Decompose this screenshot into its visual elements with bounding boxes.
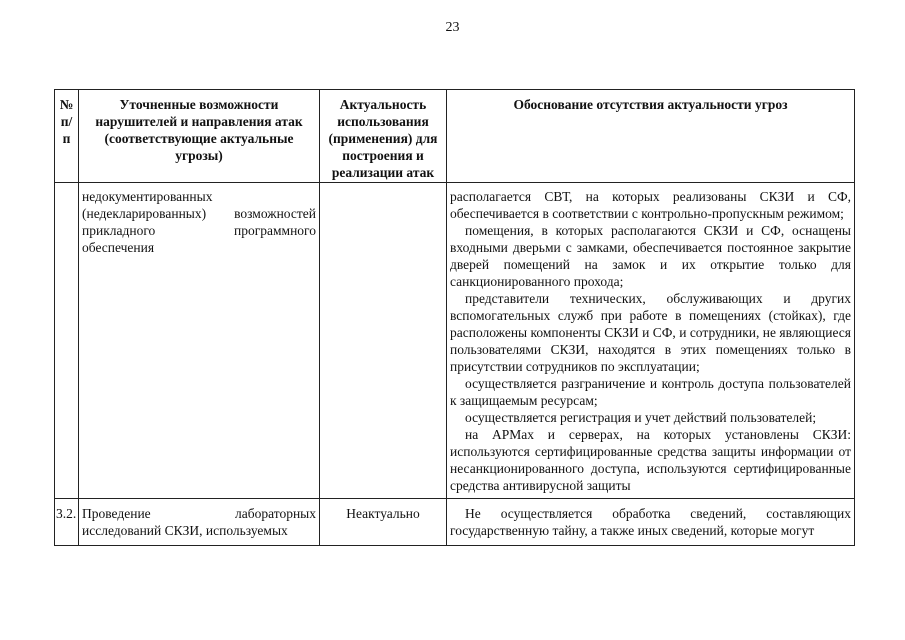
relevance-cell bbox=[320, 183, 447, 499]
justification-paragraph: располагается СВТ, на которых реализованы СКЗИ и СФ, обеспечивается в соответствии с контрольно-пропускным режимом; bbox=[450, 189, 851, 221]
table-row bbox=[55, 499, 855, 546]
capability-cell: Проведение лабораторных исследований СКЗИ, используемых bbox=[79, 499, 320, 546]
table-row bbox=[55, 183, 855, 499]
capability-line: прикладного программного bbox=[82, 223, 316, 238]
threat-table bbox=[54, 89, 855, 546]
capability-line: (недекларированных) возможностей bbox=[82, 206, 316, 221]
header-relevance: Актуальность использования (применения) для построения и реализации атак bbox=[320, 90, 447, 183]
capability-line: недокументированных bbox=[82, 189, 213, 204]
row-number bbox=[55, 183, 79, 499]
page-number: 23 bbox=[445, 20, 460, 35]
capability-line: обеспечения bbox=[82, 240, 155, 255]
header-justification: Обоснование отсутствия актуальности угроз bbox=[447, 90, 855, 183]
row-number: 3.2. bbox=[55, 499, 79, 546]
justification-paragraph: представители технических, обслуживающих и других вспомогательных служб при работе в помещениях (стойках), где расположены компоненты СКЗИ и СФ, и сотрудники, не являющиеся пользователями СКЗИ, находятся в этих помещениях только в присутствии сотрудников по эксплуатации; bbox=[450, 291, 851, 374]
justification-paragraph: помещения, в которых располагаются СКЗИ и СФ, оснащены входными дверьми с замками, обеспечивается постоянное закрытие дверей помещений на замок и их открытие только для санкционированного прохода; bbox=[450, 223, 851, 289]
header-capabilities: Уточненные возможности нарушителей и направления атак (соответствующие актуальные угрозы) bbox=[79, 90, 320, 183]
justification-cell bbox=[447, 183, 855, 499]
capability-cell bbox=[79, 183, 320, 499]
relevance-cell: Неактуально bbox=[320, 499, 447, 546]
header-number: № п/п bbox=[55, 90, 79, 183]
table-header-row bbox=[55, 90, 855, 183]
justification-paragraph: на АРМах и серверах, на которых установлены СКЗИ: используются сертифицированные средства защиты информации от несанкционированного доступа, используются сертифицированные средства антивирусной защиты bbox=[450, 427, 851, 493]
justification-paragraph: осуществляется разграничение и контроль доступа пользователей к защищаемым ресурсам; bbox=[450, 376, 851, 408]
justification-paragraph: осуществляется регистрация и учет действий пользователей; bbox=[465, 410, 817, 425]
justification-cell: Не осуществляется обработка сведений, составляющих государственную тайну, а также иных сведений, которые могут bbox=[447, 499, 855, 546]
